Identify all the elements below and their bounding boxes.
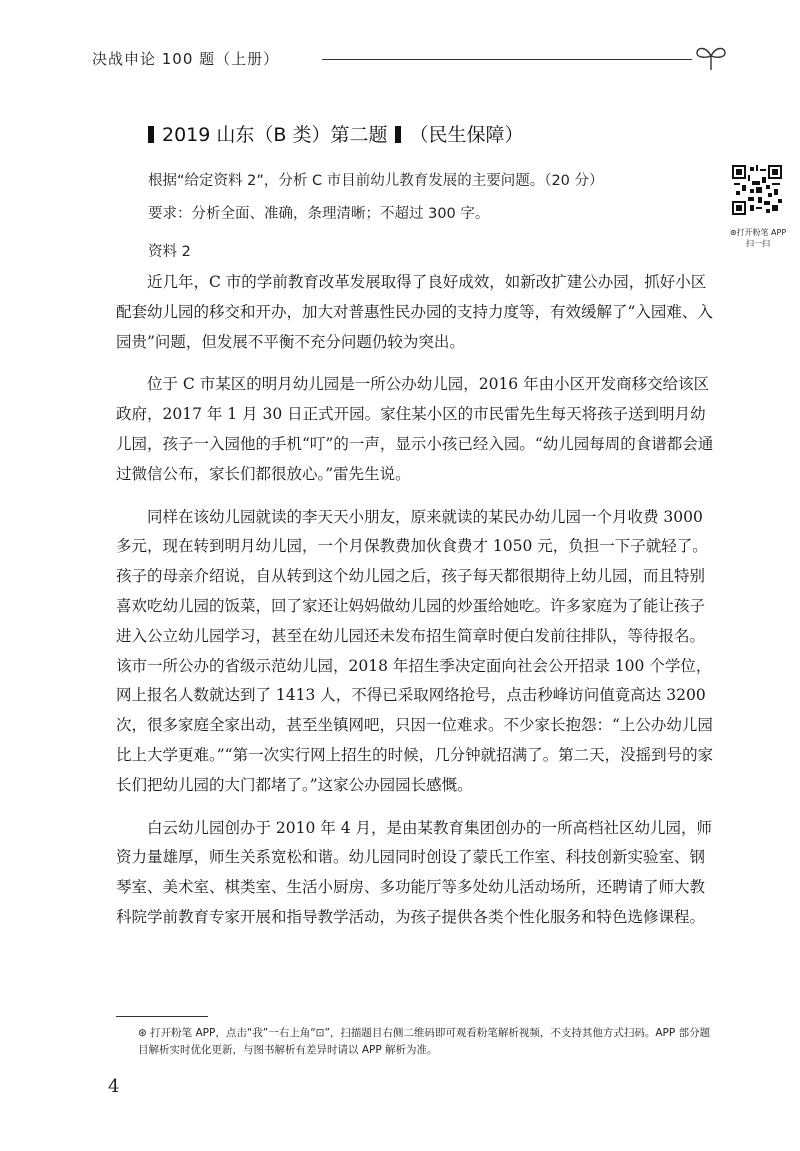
material-body xyxy=(116,268,714,946)
qr-caption-scan: 扫一扫 xyxy=(746,239,770,248)
section-title-text: 2019 山东（B 类）第二题 xyxy=(162,124,388,146)
footnote-divider xyxy=(116,1016,208,1017)
title-bar-left xyxy=(148,126,154,143)
header-divider xyxy=(322,59,692,60)
material-label: 资料 2 xyxy=(148,244,191,260)
material-paragraph: 位于 C 市某区的明月幼儿园是一所公办幼儿园，2016 年由小区开发商移交给该区政府，2017 年 1 月 30 日正式开园。家住某小区的市民雷先生每天将孩子送到明月幼儿园，孩子一入园他的手机“叮”的一声，显示小孩已经入园。“幼儿园每周的食谱都会通过微信公布，家长们都很放心。”雷先生说。 xyxy=(116,375,714,483)
title-bar-right xyxy=(395,126,401,143)
page-number: 4 xyxy=(108,1076,120,1097)
fenbi-logo-icon: ⊛ xyxy=(138,1027,151,1039)
section-title xyxy=(148,120,523,147)
qr-code-icon xyxy=(732,165,782,215)
material-paragraph: 近几年，C 市的学前教育改革发展取得了良好成效，如新改扩建公办园，抓好小区配套幼儿园的移交和开办，加大对普惠性民办园的支持力度等，有效缓解了“入园难、入园贵”问题，但发展不平衡不充分问题仍较为突出。 xyxy=(116,273,713,351)
qr-block xyxy=(728,165,788,249)
book-title: 决战申论 100 题（上册） xyxy=(92,50,280,68)
section-tag: （民生保障） xyxy=(409,124,524,146)
qr-caption: ⊛打开粉笔 APP xyxy=(729,228,787,237)
material-paragraph: 同样在该幼儿园就读的李天天小朋友，原来就读的某民办幼儿园一个月收费 3000 多元，现在转到明月幼儿园，一个月保教费加伙食费才 1050 元，负担一下子就轻了。孩子的母亲介绍说，自从转到这个幼儿园之后，孩子每天都很期待上幼儿园，而且特别喜欢吃幼儿园的饭菜，回了家还让妈妈做幼儿园的炒蛋给她吃。许多家庭为了能让孩子进入公立幼儿园学习，甚至在幼儿园还未发布招生简章时便白发前往排队，等待报名。该市一所公办的省级示范幼儿园，2018 年招生季决定面向社会公开招录 100 个学位，网上报名人数就达到了 1413 人，不得已采取网络抢号，点击秒峰访问值竟高达 3200 次，很多家庭全家出动，甚至坐镇网吧，只因一位难求。不少家长抱怨：“上公办幼儿园比上大学更难。”“第一次实行网上招生的时候，几分钟就招满了。第二天，没摇到号的家长们把幼儿园的大门都堵了。”这家公办园园长感慨。 xyxy=(116,507,714,794)
footnote-text: 打开粉笔 APP，点击“我”一右上角“⊡”，扫描题目右侧二维码即可观看粉笔解析视频，不支持其他方式扫码。APP 部分题目解析实时优化更新，与图书解析有差异时请以 APP 解析为准。 xyxy=(138,1027,711,1056)
sprout-icon xyxy=(694,42,728,72)
running-header xyxy=(92,42,732,72)
material-paragraph: 白云幼儿园创办于 2010 年 4 月，是由某教育集团创办的一所高档社区幼儿园，师资力量雄厚，师生关系宽松和谐。幼儿园同时创设了蒙氏工作室、科技创新实验室、钢琴室、美术室、棋类室、生活小厨房、多功能厅等多处幼儿活动场所，还聘请了师大教科院学前教育专家开展和指导教学活动，为孩子提供各类个性化服务和特色选修课程。 xyxy=(116,818,713,926)
question-requirement: 要求：分析全面、准确，条理清晰；不超过 300 字。 xyxy=(148,206,490,222)
footnote xyxy=(138,1025,716,1059)
fenbi-logo-icon: ⊛ xyxy=(729,228,737,237)
question-prompt: 根据“给定资料 2”，分析 C 市目前幼儿教育发展的主要问题。（20 分） xyxy=(148,173,604,189)
